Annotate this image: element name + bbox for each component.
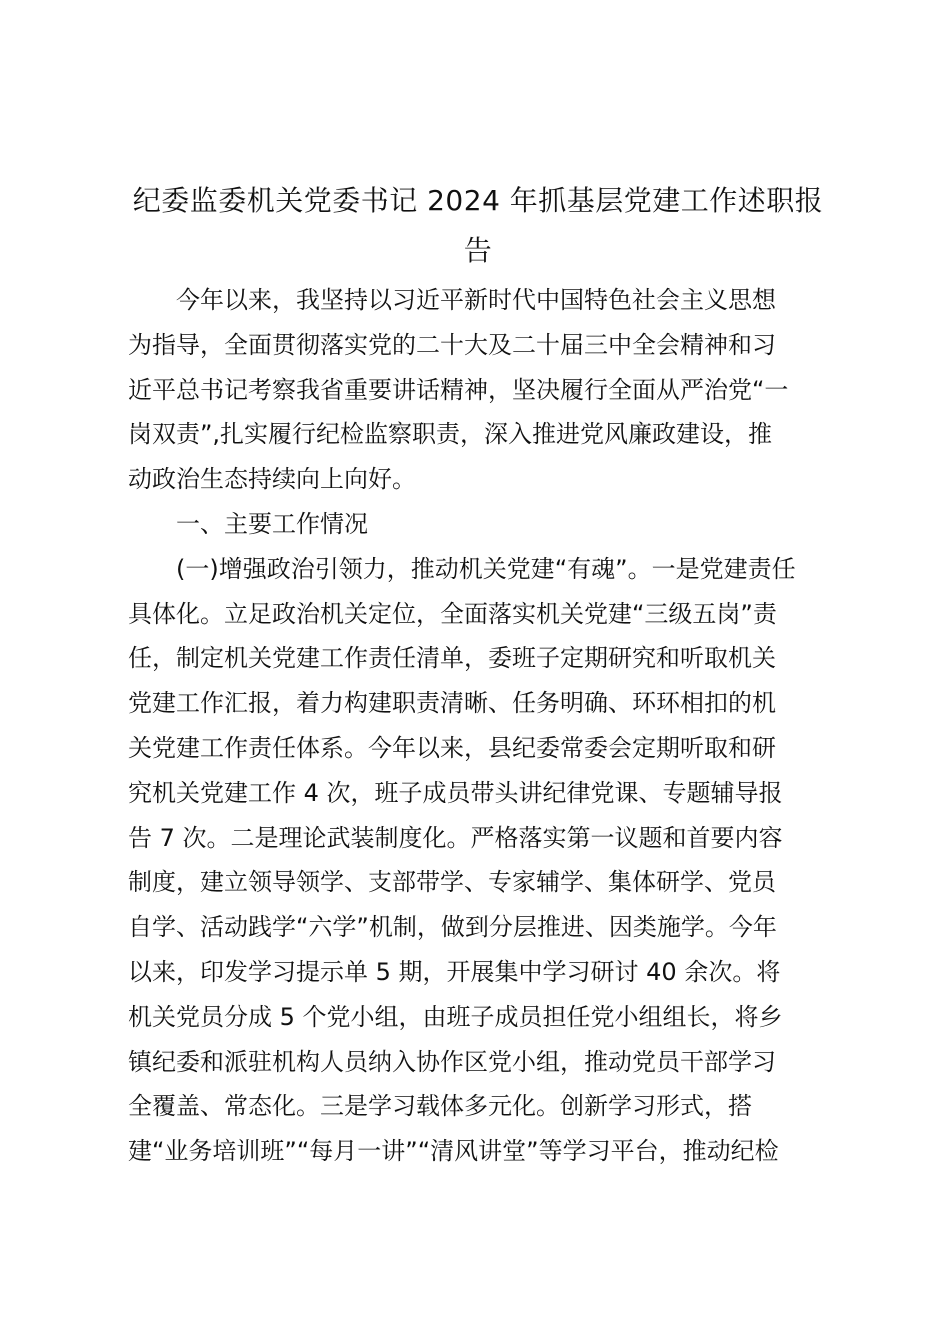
paragraph-line: 究机关党建工作 4 次，班子成员带头讲纪律党课、专题辅导报 [128,778,783,807]
document-title [128,176,828,276]
intro-line: 为指导，全面贯彻落实党的二十大及二十届三中全会精神和习 [128,330,776,359]
paragraph-line: 全覆盖、常态化。三是学习载体多元化。创新学习形式，搭 [128,1092,752,1121]
paragraph-line: 建“业务培训班”“每月一讲”“清风讲堂”等学习平台，推动纪检 [128,1137,779,1166]
paragraph-line: 关党建工作责任体系。今年以来，县纪委常委会定期听取和研 [128,733,776,762]
paragraph-line: 党建工作汇报，着力构建职责清晰、任务明确、环环相扣的机 [128,689,776,718]
section-paragraph-1 [128,547,828,1174]
paragraph-line: 自学、活动践学“六学”机制，做到分层推进、因类施学。今年 [128,913,777,942]
intro-line: 岗双责”,扎实履行纪检监察职责，深入推进党风廉政建设，推 [128,420,773,449]
title-line-2: 告 [463,234,493,267]
paragraph-line: 机关党员分成 5 个党小组，由班子成员担任党小组组长，将乡 [128,1002,783,1031]
paragraph-line: 镇纪委和派驻机构人员纳入协作区党小组，推动党员干部学习 [128,1047,776,1076]
paragraph-line: 任，制定机关党建工作责任清单，委班子定期研究和听取机关 [128,644,776,673]
intro-line: 今年以来，我坚持以习近平新时代中国特色社会主义思想 [176,286,776,314]
paragraph-line: 制度，建立领导领学、支部带学、专家辅学、集体研学、党员 [128,868,776,897]
paragraph-line: 以来，印发学习提示单 5 期，开展集中学习研讨 40 余次。将 [128,957,781,986]
intro-paragraph [128,278,828,502]
intro-line: 动政治生态持续向上向好。 [128,465,416,494]
paragraph-line: (一)增强政治引领力，推动机关党建“有魂”。一是党建责任 [176,554,796,583]
section-heading: 一、主要工作情况 [176,509,368,538]
paragraph-line: 具体化。立足政治机关定位，全面落实机关党建“三级五岗”责 [128,599,777,628]
paragraph-line: 告 7 次。二是理论武装制度化。严格落实第一议题和首要内容 [128,823,783,852]
intro-line: 近平总书记考察我省重要讲话精神，坚决履行全面从严治党“一 [128,375,789,404]
title-line-1: 纪委监委机关党委书记 2024 年抓基层党建工作述职报 [132,184,824,217]
document-body [128,278,828,1174]
